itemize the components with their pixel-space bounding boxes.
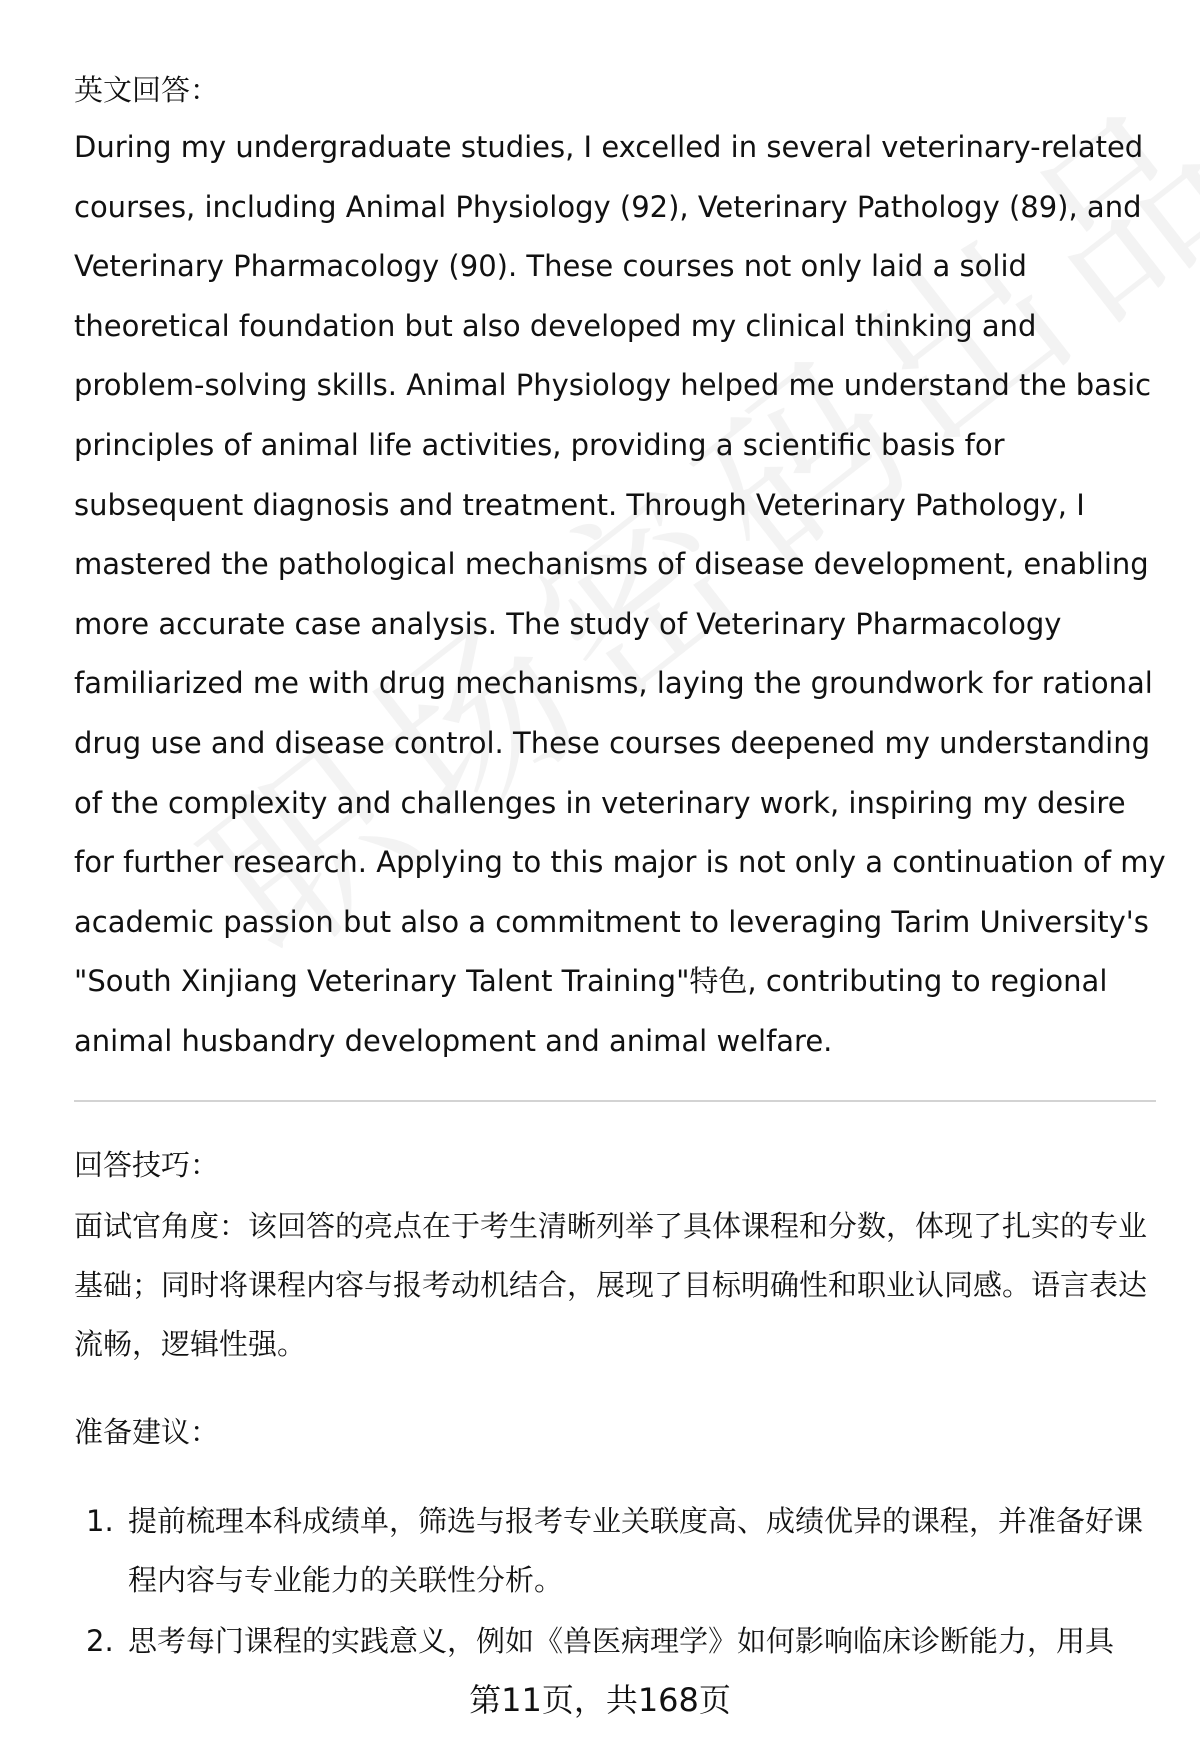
list-item-number: 1.	[86, 1504, 114, 1538]
english-answer-label: 英文回答：	[74, 73, 220, 107]
list-item	[74, 1492, 1166, 1610]
list-item-number: 2.	[86, 1624, 114, 1658]
english-answer-text: During my undergraduate studies, I excelled in several veterinary-related courses, including Animal Physiology (92), Veterinary Pathology (89), and Veterinary Pharmacology (90). These courses not only laid a solid theoretical foundation but also developed my clinical thinking and problem-solving skills. Animal Physiology helped me understand the basic principles of animal life activities, providing a scientific basis for subsequent diagnosis and treatment. Through Veterinary Pathology, I mastered the pathological mechanisms of disease development, enabling more accurate case analysis. The study of Veterinary Pharmacology familiarized me with drug mechanisms, laying the groundwork for rational drug use and disease control. These courses deepened my understanding of the complexity and challenges in veterinary work, inspiring my desire for further research. Applying to this major is not only a continuation of my academic passion but also a commitment to leveraging Tarim University's "South Xinjiang Veterinary Talent Training"特色, contributing to regional animal husbandry development and animal welfare.	[74, 130, 1166, 1058]
list-item	[74, 1612, 1166, 1671]
list-item-text: 提前梳理本科成绩单，筛选与报考专业关联度高、成绩优异的课程，并准备好课程内容与专业能力的关联性分析。	[128, 1504, 1144, 1597]
section-divider	[74, 1100, 1156, 1102]
preparation-advice-list	[74, 1492, 1166, 1673]
preparation-advice-label: 准备建议：	[74, 1415, 220, 1449]
list-item-text: 思考每门课程的实践意义，例如《兽医病理学》如何影响临床诊断能力，用具	[128, 1624, 1115, 1658]
answer-tips-label: 回答技巧：	[74, 1148, 220, 1182]
answer-tips-text: 面试官角度：该回答的亮点在于考生清晰列举了具体课程和分数，体现了扎实的专业基础；同时将课程内容与报考动机结合，展现了目标明确性和职业认同感。语言表达流畅，逻辑性强。	[74, 1209, 1148, 1361]
page-number-footer: 第11页，共168页	[469, 1681, 731, 1719]
